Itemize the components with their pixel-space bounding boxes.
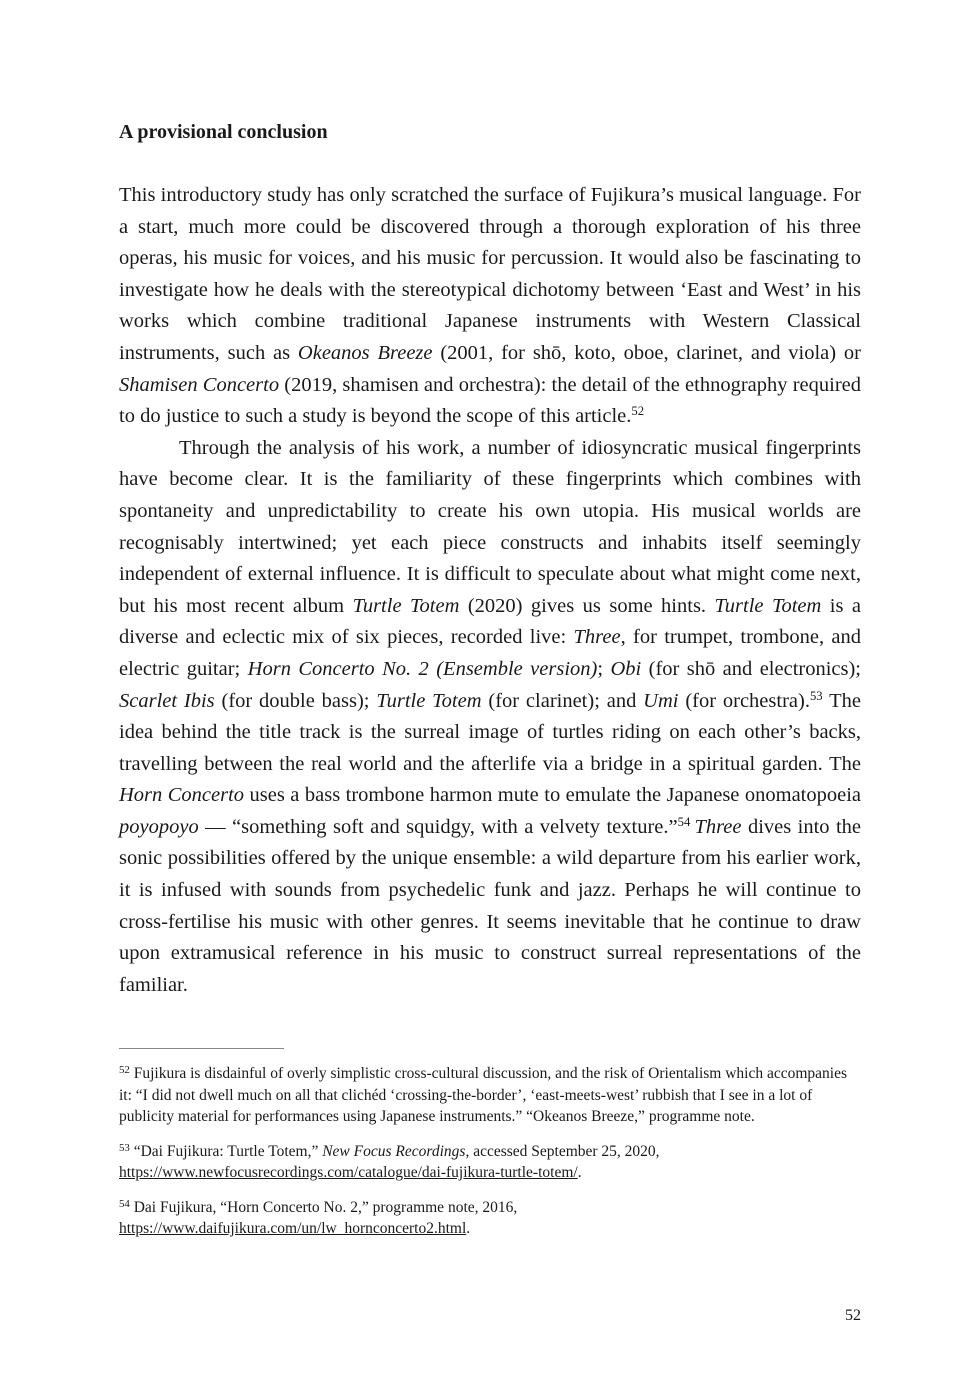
text-run: (for orchestra). [678,689,810,712]
footnote-53 [119,1141,861,1184]
work-title-horn-concerto: Horn Concerto [119,784,245,807]
footnote-text: . [577,1164,582,1181]
text-run: , for trumpet, trombone, and electric guitar; [119,626,862,680]
text-run: This introductory study has only scratched the surface of Fujikura’s musical language. For a start, much more could be discovered through a thorough exploration of his three operas, his music for voices, and his music for percussion. It would also be fascinating to investigate how he deals with the stereotypical dichotomy between ‘East and West’ in his works which combine traditional Japanese instruments with Western Classical instruments, such as [119,184,861,364]
section-heading: A provisional conclusion [119,121,328,143]
footnote-ref-54[interactable]: 54 [677,814,691,829]
text-run: (2019, shamisen and orchestra): the detail of the ethnography required to do justice to such a study is beyond the scope of this article. [119,373,861,428]
footnote-number: 53 [119,1141,130,1154]
paragraph-2 [119,433,861,1002]
footnote-link[interactable]: https://www.daifujikura.com/un/lw_hornconcerto2.html [119,1220,467,1237]
onomatopoeia-poyopoyo: poyopoyo [119,815,199,838]
work-title-shamisen-concerto: Shamisen Concerto [119,373,280,396]
text-run: uses a bass trombone harmon mute to emulate the Japanese onomatopoeia [244,784,862,807]
work-title-scarlet-ibis: Scarlet Ibis [119,689,215,712]
work-title-obi: Obi [610,657,642,680]
footnote-link[interactable]: https://www.newfocusrecordings.com/catalogue/dai-fujikura-turtle-totem/ [119,1164,578,1181]
work-title-umi: Umi [643,689,679,712]
footnote-number: 52 [119,1064,130,1077]
footnote-number: 54 [119,1197,130,1210]
footnote-text: . [466,1220,471,1237]
text-run: (2001, for shō, koto, oboe, clarinet, and viola) or [432,341,861,364]
work-title-horn-concerto: Horn Concerto No. 2 (Ensemble version) [247,657,598,680]
text-run: Through the analysis of his work, a number of idiosyncratic musical fingerprints have become clear. It is the familiarity of these fingerprints which combines with spontaneity and unpredictability to create his own utopia. His musical worlds are recognisably intertwined; yet each piece constructs and inhabits itself seemingly independent of external influence. It is difficult to speculate about what might come next, but his most recent album [119,436,861,617]
footnote-text: Fujikura is disdainful of overly simplistic cross-cultural discussion, and the risk of Orientalism which accompanies it: “I did not dwell much on all that clichéd ‘crossing-the-border’, ‘east-meets-west’ rubbish that I see in a lot of publicity material for performances using Japanese instruments.” “Okeanos Breeze,” programme note. [119,1065,848,1125]
text-run: (2020) gives us some hints. [459,594,715,617]
body-text [119,180,861,1001]
footnote-text: Dai Fujikura, “Horn Concerto No. 2,” programme note, 2016, [133,1198,518,1216]
footnote-ref-52[interactable]: 52 [631,404,645,419]
text-run: — “something soft and squidgy, with a velvety texture.” [198,815,678,838]
paragraph-1 [119,180,861,433]
work-title-turtle-totem: Turtle Totem [376,689,482,712]
publisher-name: New Focus Recordings [322,1142,466,1160]
album-title-turtle-totem: Turtle Totem [352,594,460,617]
footnote-text: , accessed September 25, 2020, [465,1142,660,1160]
footnote-54 [119,1197,861,1240]
album-title-turtle-totem: Turtle Totem [714,594,822,617]
work-title-three: Three [694,815,742,838]
text-run: is a diverse and eclectic mix of six pieces, recorded live: [119,594,862,649]
footnote-52 [119,1063,861,1128]
footnote-text: “Dai Fujikura: Turtle Totem,” [133,1142,323,1160]
text-run: ; [597,657,611,680]
footnotes [119,1063,861,1253]
text-run: (for shō and electronics); [641,657,862,680]
text-run: The idea behind the title track is the surreal image of turtles riding on each other’s backs, travelling between the real world and the afterlife via a bridge in a spiritual garden. The [119,689,861,775]
text-run: (for clarinet); and [481,689,644,712]
footnote-ref-53[interactable]: 53 [809,688,823,703]
work-title-okeanos-breeze: Okeanos Breeze [297,341,433,364]
page-number: 52 [845,1307,861,1324]
text-run: dives into the sonic possibilities offered by the unique ensemble: a wild departure from his earlier work, it is infused with sounds from psychedelic funk and jazz. Perhaps he will continue to cross-fertilise his music with other genres. It seems inevitable that he continue to draw upon extramusical reference in his music to construct surreal representations of the familiar. [119,815,861,996]
text-run: (for double bass); [214,689,377,712]
footnote-divider [119,1048,284,1049]
work-title-three: Three [573,626,621,649]
